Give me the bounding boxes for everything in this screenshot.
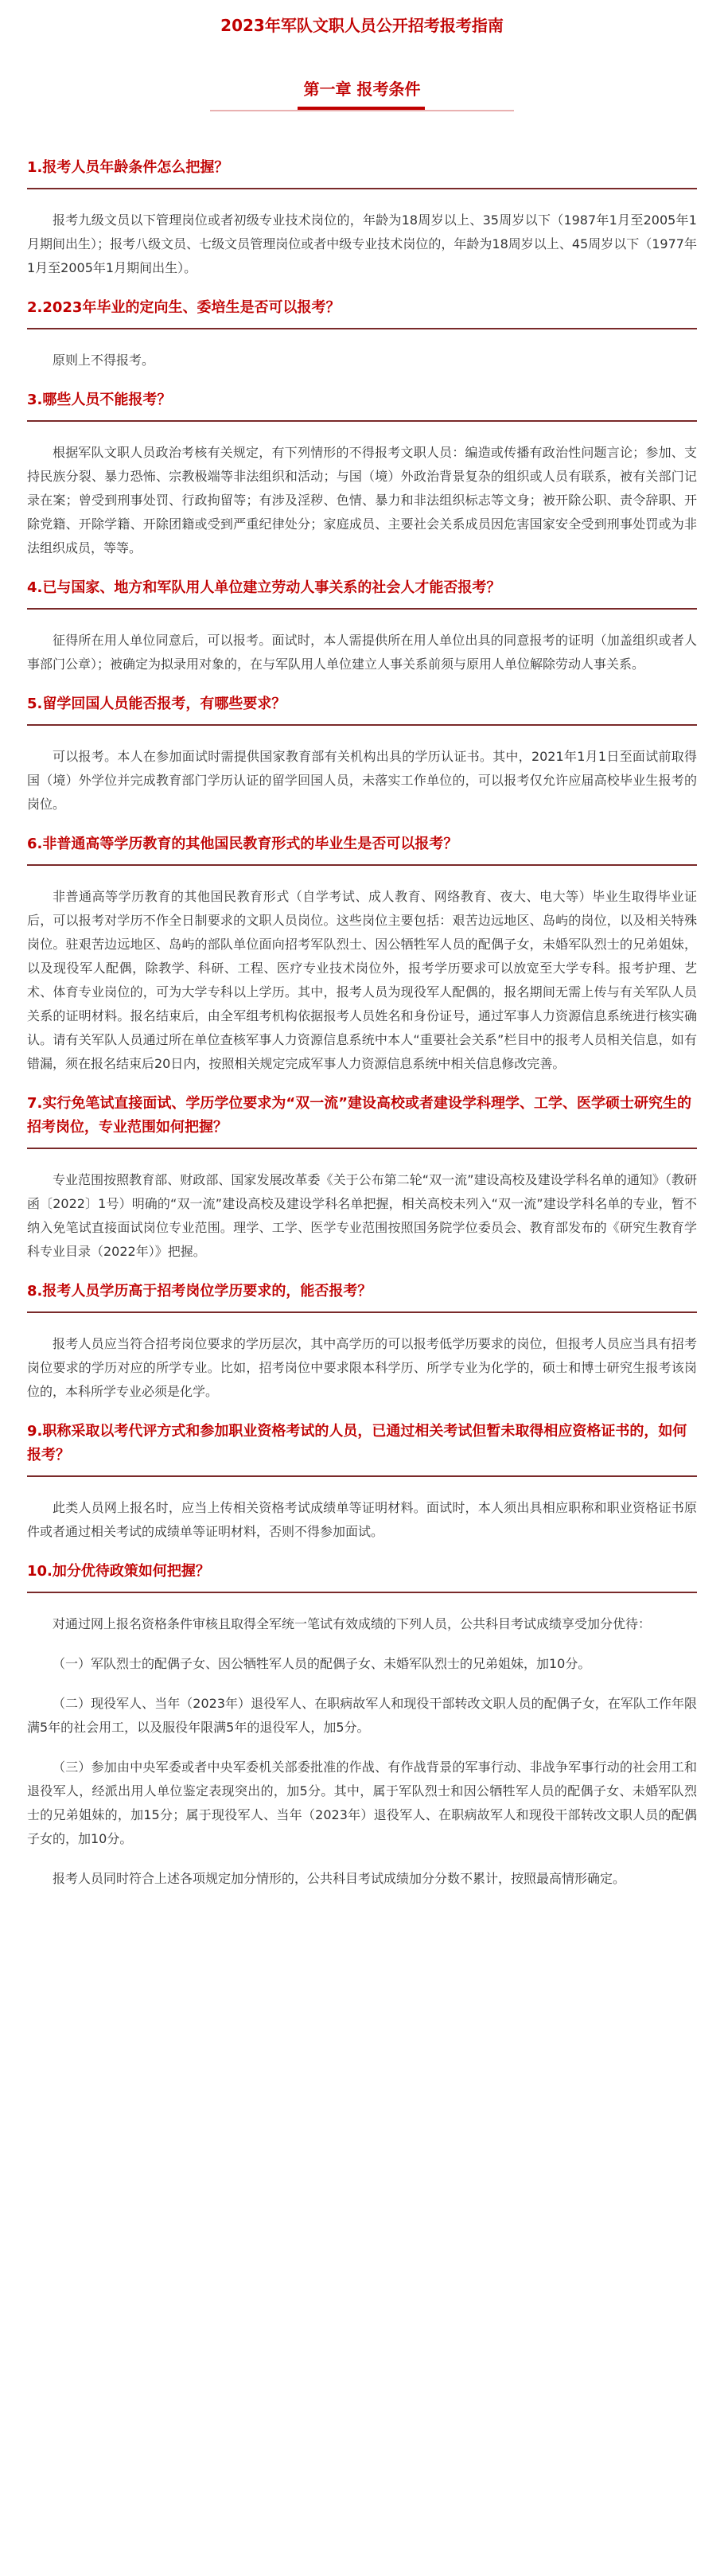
document-title: 2023年军队文职人员公开招考报考指南 bbox=[220, 16, 504, 35]
answer-paragraph: （二）现役军人、当年（2023年）退役军人、在职病故军人和现役干部转改文职人员的配偶子女，在军队工作年限满5年的社会用工，以及服役年限满5年的退役军人，加5分。 bbox=[27, 1696, 697, 1735]
answer-paragraph: 根据军队文职人员政治考核有关规定，有下列情形的不得报考文职人员：编造或传播有政治性问题言论；参加、支持民族分裂、暴力恐怖、宗教极端等非法组织和活动；与国（境）外政治背景复杂的组织或人员有联系，被有关部门记录在案；曾受到刑事处罚、行政拘留等；有涉及淫秽、色情、暴力和非法组织标志等文身；被开除公职、责令辞职、开除党籍、开除学籍、开除团籍或受到严重纪律处分；家庭成员、主要社会关系成员因危害国家安全受到刑事处罚或为非法组织成员，等等。 bbox=[27, 445, 697, 555]
qa-section bbox=[27, 156, 697, 280]
question-divider bbox=[27, 420, 697, 422]
question-heading: 7.实行免笔试直接面试、学历学位要求为“双一流”建设高校或者建设学科理学、工学、医学硕士研究生的招考岗位，专业范围如何把握？ bbox=[27, 1095, 692, 1136]
chapter-title: 第一章 报考条件 bbox=[303, 80, 421, 99]
question-divider bbox=[27, 724, 697, 726]
answer-paragraph: 非普通高等学历教育的其他国民教育形式（自学考试、成人教育、网络教育、夜大、电大等）毕业生取得毕业证后，可以报考对学历不作全日制要求的文职人员岗位。这些岗位主要包括：艰苦边远地区、岛屿的岗位，以及相关特殊岗位。驻艰苦边远地区、岛屿的部队单位面向招考军队烈士、因公牺牲军人员的配偶子女，未婚军队烈士的兄弟姐妹，以及现役军人配偶，除教学、科研、工程、医疗专业技术岗位外，报考学历要求可以放宽至大学专科。报考护理、艺术、体育专业岗位的，可为大学专科以上学历。其中，报考人员为现役军人配偶的，报名期间无需上传与有关军队人员关系的证明材料。报名结束后，由全军组考机构依据报考人员姓名和身份证号，通过军事人力资源信息系统进行核实确认。请有关军队人员通过所在单位查核军事人力资源信息系统中本人“重要社会关系”栏目中的报考人员相关信息，如有错漏，须在报名结束后20日内，按照相关规定完成军事人力资源信息系统中相关信息修改完善。 bbox=[27, 889, 697, 1071]
chapter-header bbox=[27, 68, 697, 111]
qa-section bbox=[27, 832, 697, 1076]
question-heading: 6.非普通高等学历教育的其他国民教育形式的毕业生是否可以报考？ bbox=[27, 836, 458, 852]
question-heading: 9.职称采取以考代评方式和参加职业资格考试的人员，已通过相关考试但暂未取得相应资格证书的，如何报考？ bbox=[27, 1423, 687, 1463]
question-heading: 4.已与国家、地方和军队用人单位建立劳动人事关系的社会人才能否报考？ bbox=[27, 579, 501, 596]
answer-paragraph: 原则上不得报考。 bbox=[53, 353, 155, 368]
question-divider bbox=[27, 1475, 697, 1477]
question-divider bbox=[27, 1311, 697, 1313]
question-divider bbox=[27, 1592, 697, 1593]
answer-paragraph: 报考人员同时符合上述各项规定加分情形的，公共科目考试成绩加分分数不累计，按照最高情形确定。 bbox=[53, 1871, 626, 1886]
answer-paragraph: 对通过网上报名资格条件审核且取得全军统一笔试有效成绩的下列人员，公共科目考试成绩享受加分优待： bbox=[53, 1616, 652, 1631]
qa-section bbox=[27, 1280, 697, 1404]
answer-paragraph: （一）军队烈士的配偶子女、因公牺牲军人员的配偶子女、未婚军队烈士的兄弟姐妹，加10分。 bbox=[53, 1656, 591, 1671]
qa-section bbox=[27, 296, 697, 372]
qa-section bbox=[27, 1560, 697, 1891]
question-divider bbox=[27, 1148, 697, 1149]
answer-paragraph: 专业范围按照教育部、财政部、国家发展改革委《关于公布第二轮“双一流”建设高校及建设学科名单的通知》（教研函〔2022〕1号）明确的“双一流”建设高校及建设学科名单把握，相关高校未列入“双一流”建设学科名单的专业，暂不纳入免笔试直接面试岗位专业范围。理学、工学、医学专业范围按照国务院学位委员会、教育部发布的《研究生教育学科专业目录（2022年）》把握。 bbox=[27, 1172, 697, 1259]
question-divider bbox=[27, 864, 697, 866]
question-heading: 10.加分优待政策如何把握？ bbox=[27, 1563, 210, 1580]
question-divider bbox=[27, 328, 697, 329]
qa-list bbox=[27, 156, 697, 1891]
answer-paragraph: 征得所在用人单位同意后，可以报考。面试时，本人需提供所在用人单位出具的同意报考的证明（加盖组织或者人事部门公章）；被确定为拟录用对象的，在与军队用人单位建立人事关系前须与原用人单位解除劳动人事关系。 bbox=[27, 633, 697, 672]
answer-paragraph: 报考人员应当符合招考岗位要求的学历层次，其中高学历的可以报考低学历要求的岗位，但报考人员应当具有招考岗位要求的学历对应的所学专业。比如，招考岗位中要求限本科学历、所学专业为化学的，硕士和博士研究生报考该岗位的，本科所学专业必须是化学。 bbox=[27, 1336, 697, 1399]
question-divider bbox=[27, 608, 697, 610]
chapter-underline-accent bbox=[298, 107, 425, 110]
qa-section bbox=[27, 1092, 697, 1264]
question-heading: 5.留学回国人员能否报考，有哪些要求？ bbox=[27, 696, 286, 712]
qa-section bbox=[27, 576, 697, 676]
qa-section bbox=[27, 1420, 697, 1544]
chapter-underline bbox=[210, 110, 514, 111]
answer-paragraph: 可以报考。本人在参加面试时需提供国家教育部有关机构出具的学历认证书。其中，2021年1月1日至面试前取得国（境）外学位并完成教育部门学历认证的留学回国人员，未落实工作单位的，可以报考仅允许应届高校毕业生报考的岗位。 bbox=[27, 749, 697, 812]
answer-paragraph: 此类人员网上报名时，应当上传相关资格考试成绩单等证明材料。面试时，本人须出具相应职称和职业资格证书原件或者通过相关考试的成绩单等证明材料，否则不得参加面试。 bbox=[27, 1500, 697, 1539]
question-heading: 3.哪些人员不能报考？ bbox=[27, 392, 172, 408]
question-heading: 8.报考人员学历高于招考岗位学历要求的，能否报考？ bbox=[27, 1283, 372, 1300]
answer-paragraph: （三）参加由中央军委或者中央军委机关部委批准的作战、有作战背景的军事行动、非战争军事行动的社会用工和退役军人，经派出用人单位鉴定表现突出的，加5分。其中，属于军队烈士和因公牺牲军人员的配偶子女、未婚军队烈士的兄弟姐妹的，加15分；属于现役军人、当年（2023年）退役军人、在职病故军人和现役干部转改文职人员的配偶子女的，加10分。 bbox=[27, 1760, 697, 1846]
question-heading: 1.报考人员年龄条件怎么把握？ bbox=[27, 159, 229, 176]
question-divider bbox=[27, 188, 697, 189]
answer-paragraph: 报考九级文员以下管理岗位或者初级专业技术岗位的，年龄为18周岁以上、35周岁以下（1987年1月至2005年1月期间出生）；报考八级文员、七级文员管理岗位或者中级专业技术岗位的，年龄为18周岁以上、45周岁以下（1977年1月至2005年1月期间出生）。 bbox=[27, 212, 697, 275]
qa-section bbox=[27, 692, 697, 816]
qa-section bbox=[27, 388, 697, 560]
question-heading: 2.2023年毕业的定向生、委培生是否可以报考？ bbox=[27, 299, 341, 316]
